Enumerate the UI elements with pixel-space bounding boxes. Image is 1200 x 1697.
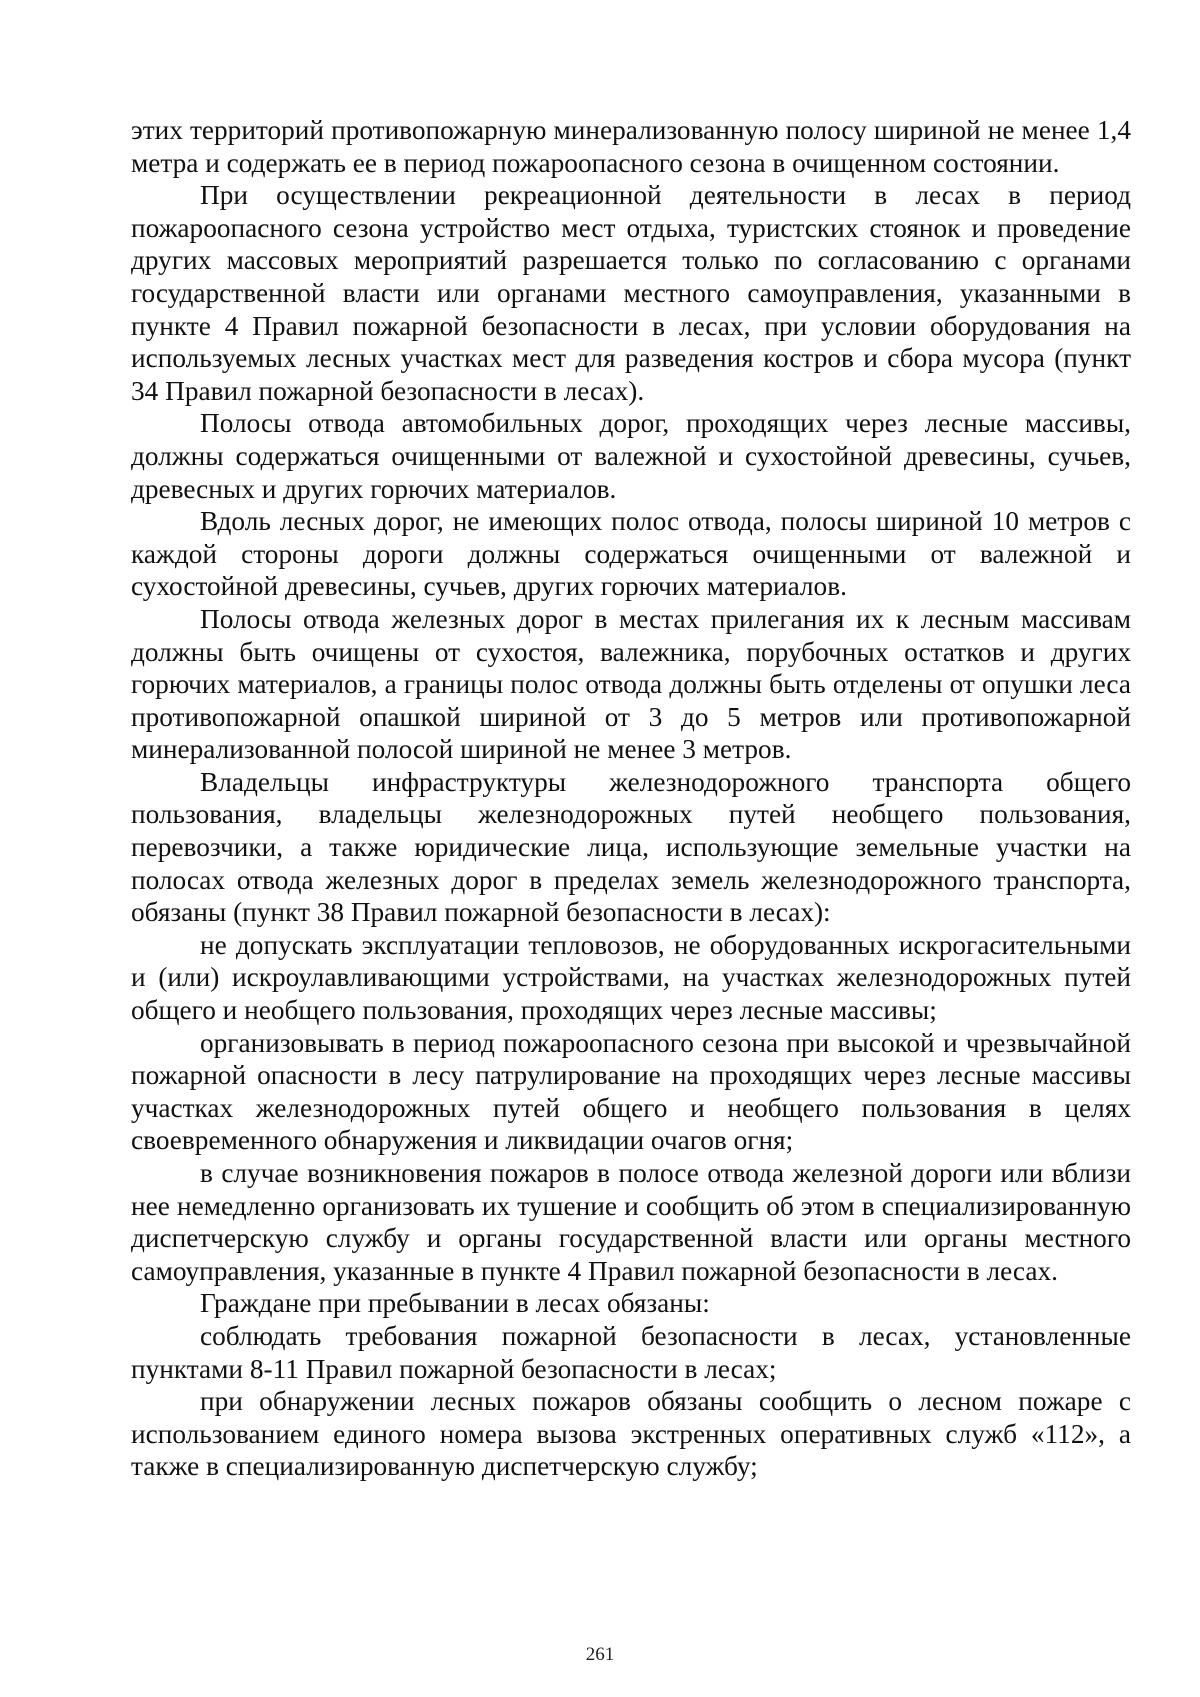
page-body [131, 114, 1131, 1483]
paragraph-7: не допускать эксплуатации тепловозов, не оборудованных искрогасительными и (или) искроулавливающими устройствами, на участках железнодорожных путей общего и необщего пользования, проходящих через лесные массивы; [131, 929, 1131, 1026]
paragraph-9: в случае возникновения пожаров в полосе отвода железной дороги или вблизи нее немедленно организовать их тушение и сообщить об этом в специализированную диспетчерскую службу и органы государственной власти или органы местного самоуправления, указанные в пункте 4 Правил пожарной безопасности в лесах. [131, 1158, 1131, 1286]
page-number: 261 [585, 1644, 615, 1665]
paragraph-3: Полосы отвода автомобильных дорог, проходящих через лесные массивы, должны содержаться очищенными от валежной и сухостойной древесины, сучьев, древесных и других горючих материалов. [131, 408, 1131, 504]
paragraph-8: организовывать в период пожароопасного сезона при высокой и чрезвычайной пожарной опасности в лесу патрулирование на проходящих через лесные массивы участках железнодорожных путей общего и необщего пользования в целях своевременного обнаружения и ликвидации очагов огня; [131, 1027, 1131, 1156]
paragraph-12: при обнаружении лесных пожаров обязаны сообщить о лесном пожаре с использованием единого номера вызова экстренных оперативных служб «112», а также в специализированную диспетчерскую службу; [131, 1386, 1131, 1482]
paragraph-4: Вдоль лесных дорог, не имеющих полос отвода, полосы шириной 10 метров с каждой стороны дороги должны содержаться очищенными от валежной и сухостойной древесины, сучьев, других горючих материалов. [131, 506, 1131, 602]
paragraph-2: При осуществлении рекреационной деятельности в лесах в период пожароопасного сезона устройство мест отдыха, туристских стоянок и проведение других массовых мероприятий разрешается только по согласованию с органами государственной власти или органами местного самоуправления, указанными в пункте 4 Правил пожарной безопасности в лесах, при условии оборудования на используемых лесных участках мест для разведения костров и сбора мусора (пункт 34 Правил пожарной безопасности в лесах). [131, 180, 1131, 406]
paragraph-5: Полосы отвода железных дорог в местах прилегания их к лесным массивам должны быть очищены от сухостоя, валежника, порубочных остатков и других горючих материалов, а границы полос отвода должны быть отделены от опушки леса противопожарной опашкой шириной от 3 до 5 метров или противопожарной минерализованной полосой шириной не менее 3 метров. [131, 603, 1131, 765]
paragraph-6: Владельцы инфраструктуры железнодорожного транспорта общего пользования, владельцы железнодорожных путей необщего пользования, перевозчики, а также юридические лица, использующие земельные участки на полосах отвода железных дорог в пределах земель железнодорожного транспорта, обязаны (пункт 38 Правил пожарной безопасности в лесах): [131, 766, 1131, 928]
paragraph-1: этих территорий противопожарную минерализованную полосу шириной не менее 1,4 метра и содержать ее в период пожароопасного сезона в очищенном состоянии. [131, 115, 1131, 178]
paragraph-10: Граждане при пребывании в лесах обязаны: [200, 1288, 710, 1319]
paragraph-11: соблюдать требования пожарной безопасности в лесах, установленные пунктами 8-11 Правил пожарной безопасности в лесах; [131, 1320, 1131, 1384]
